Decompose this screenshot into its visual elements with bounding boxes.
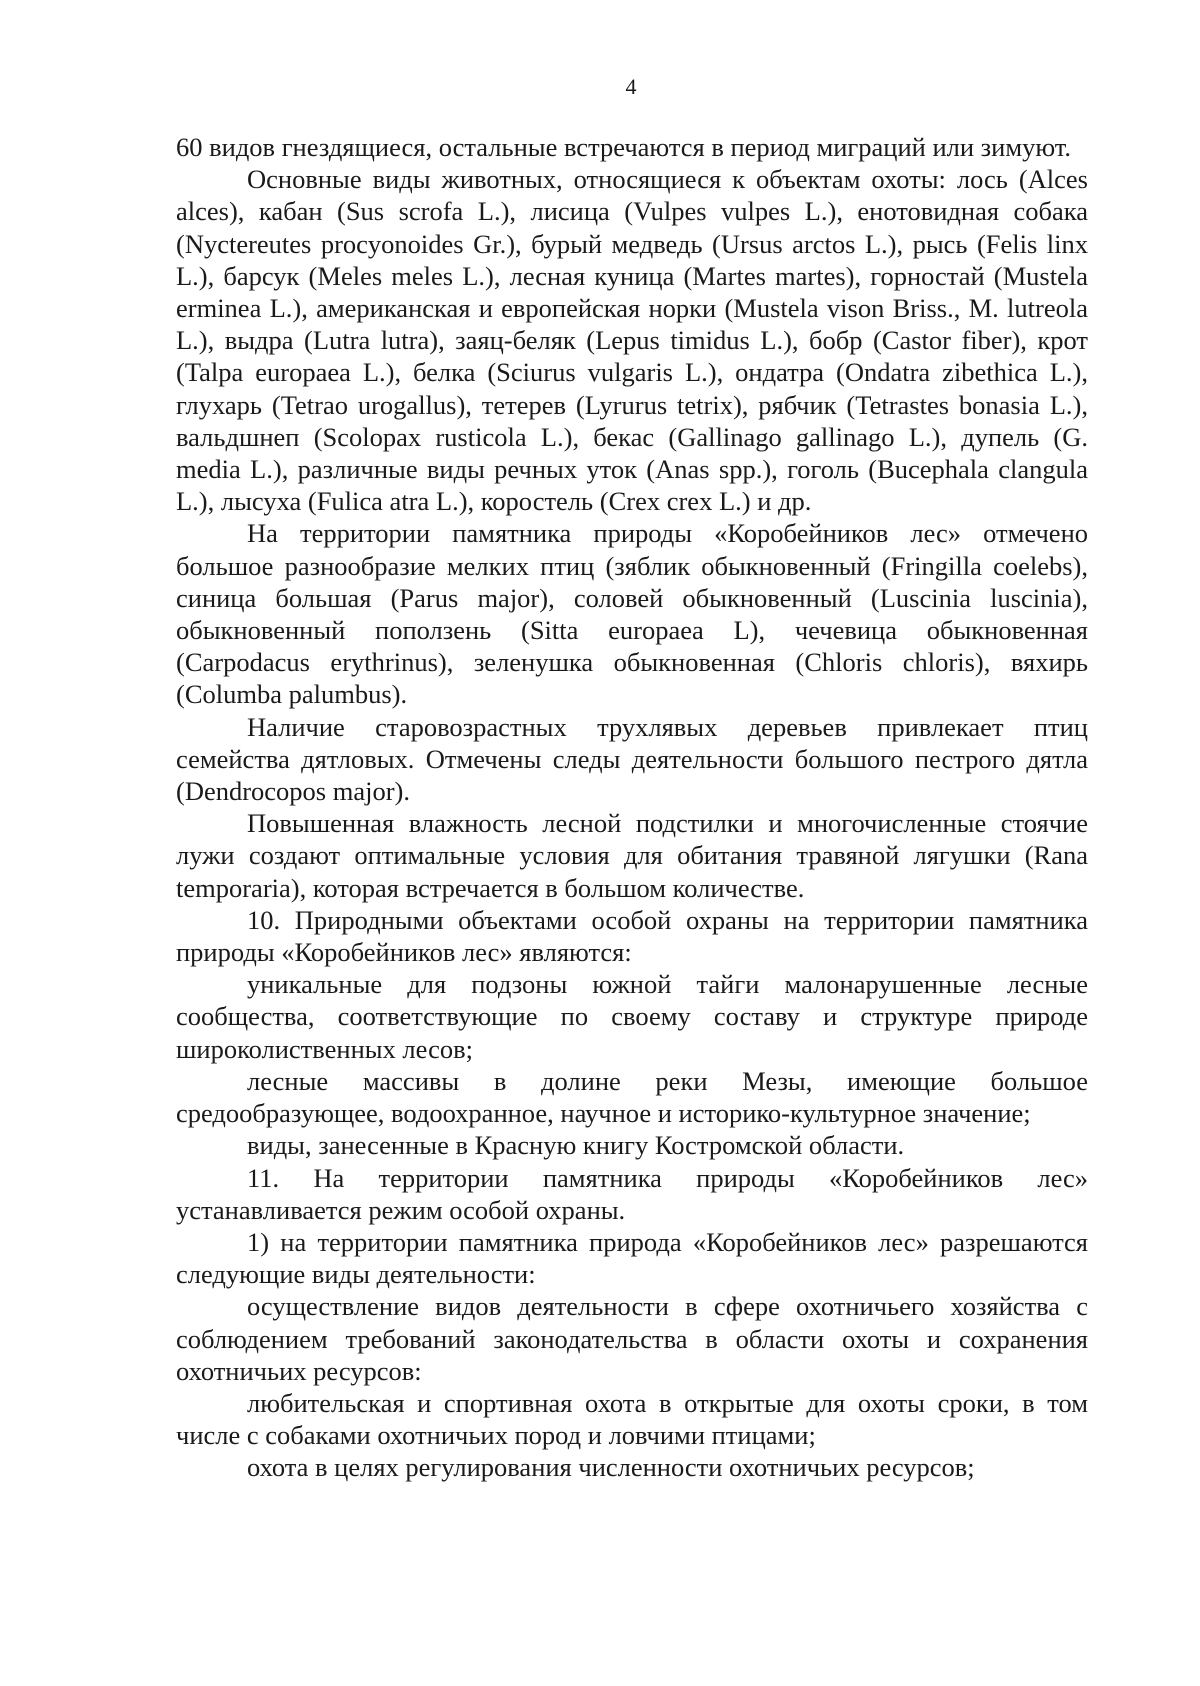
paragraph: охота в целях регулирования численности охотничьих ресурсов; [247,1452,975,1483]
paragraph: лесные массивы в долине реки Мезы, имеющие большое средообразующее, водоохранное, научное и историко-культурное значение; [176,1065,1088,1129]
paragraph: осуществление видов деятельности в сфере охотничьего хозяйства с соблюдением требований законодательства в области охоты и сохранения охотничьих ресурсов: [176,1291,1088,1386]
page-number: 4 [625,74,637,99]
paragraph: На территории памятника природы «Коробейников лес» отмечено большое разнообразие мелких птиц (зяблик обыкновенный (Fringilla coelebs), синица большая (Parus major), соловей обыкновенный (Luscinia luscinia), обыкновенный поползень (Sitta europaea L), чечевица обыкновенная (Carpodacus erythrinus), зеленушка обыкновенная (Chloris chloris), вяхирь (Columba palumbus). [176,518,1088,710]
paragraph: 1) на территории памятника природа «Коробейников лес» разрешаются следующие виды деятельности: [176,1226,1088,1290]
paragraph: Повышенная влажность лесной подстилки и многочисленные стоячие лужи создают оптимальные условия для обитания травяной лягушки (Rana temporaria), которая встречается в большом количестве. [176,808,1088,903]
paragraph: Основные виды животных, относящиеся к объектам охоты: лось (Alces alces), кабан (Sus scrofa L.), лисица (Vulpes vulpes L.), енотовидная собака (Nyctereutes procyonoides Gr.), бурый медведь (Ursus arctos L.), рысь (Felis linx L.), барсук (Meles meles L.), лесная куница (Martes martes), горностай (Mustela erminea L.), американская и европейская норки (Mustela vison Briss., M. lutreola L.), выдра (Lutra lutra), заяц-беляк (Lepus timidus L.), бобр (Castor fiber), крот (Talpa europaea L.), белка (Sciurus vulgaris L.), ондатра (Ondatra zibethica L.), глухарь (Tetrao urogallus), тетерев (Lyrurus tetrix), рябчик (Tetrastes bonasia L.), вальдшнеп (Scolopax rusticola L.), бекас (Gallinago gallinago L.), дупель (G. media L.), различные виды речных уток (Anas spp.), гоголь (Bucephala clangula L.), лысуха (Fulica atra L.), коростель (Crex crex L.) и др. [176,164,1088,517]
paragraph: любительская и спортивная охота в открытые для охоты сроки, в том числе с собаками охотничьих пород и ловчими птицами; [176,1387,1088,1451]
paragraph: Наличие старовозрастных трухлявых деревьев привлекает птиц семейства дятловых. Отмечены следы деятельности большого пестрого дятла (Dendrocopos major). [176,711,1088,807]
paragraph: уникальные для подзоны южной тайги малонарушенные лесные сообщества, соответствующие по своему составу и структуре природе широколиственных лесов; [176,969,1088,1064]
paragraph: 60 видов гнездящиеся, остальные встречаются в период миграций или зимуют. [176,132,1071,162]
paragraph: 11. На территории памятника природы «Коробейников лес» устанавливается режим особой охраны. [176,1162,1088,1225]
paragraph: виды, занесенные в Красную книгу Костромской области. [247,1130,905,1161]
document-body [176,131,1088,1484]
paragraph: 10. Природными объектами особой охраны на территории памятника природы «Коробейников лес» являются: [176,904,1088,968]
